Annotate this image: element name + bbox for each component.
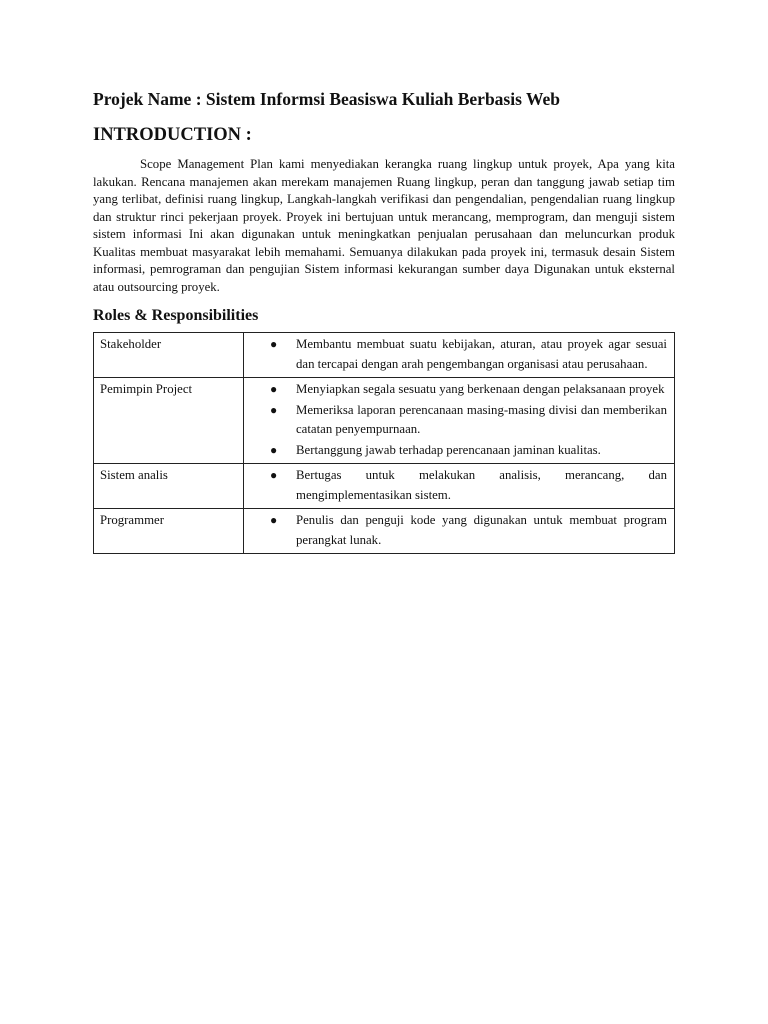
responsibility-text: Membantu membuat suatu kebijakan, aturan, atau proyek agar sesuai dan tercapai dengan arah pengembangan organisasi atau perusahaan. [296,337,667,371]
responsibility-text: Bertanggung jawab terhadap perencanaan jaminan kualitas. [296,442,601,457]
table-row [94,333,675,378]
responsibility-text: Menyiapkan segala sesuatu yang berkenaan dengan pelaksanaan proyek [296,382,665,396]
responsibility-list [244,380,667,460]
responsibility-list [244,335,667,374]
responsibility-item [244,511,667,550]
roles-table [93,332,675,554]
introduction-heading: INTRODUCTION : [93,125,252,145]
responsibility-text: Penulis dan penguji kode yang digunakan untuk membuat program perangkat lunak. [296,513,667,547]
roles-heading: Roles & Responsibilities [93,307,259,324]
bullet-icon: ● [270,402,278,417]
bullet-icon: ● [270,442,278,457]
responsibilities-cell [244,333,675,378]
responsibility-list [244,511,667,550]
responsibilities-cell [244,509,675,554]
project-title: Projek Name : Sistem Informsi Beasiswa Kuliah Berbasis Web [93,89,560,109]
responsibility-item [244,466,667,505]
table-row [94,378,675,464]
role-name: Pemimpin Project [94,378,244,464]
responsibility-item [244,401,667,440]
role-name: Sistem analis [94,464,244,509]
bullet-icon: ● [270,468,278,482]
responsibilities-cell [244,464,675,509]
responsibilities-cell [244,378,675,464]
introduction-paragraph: Scope Management Plan kami menyediakan kerangka ruang lingkup untuk proyek, Apa yang kita lakukan. Rencana manajemen akan merekam manajemen Ruang lingkup, peran dan tanggung jawab setiap tim yang terlibat, definisi ruang lingkup, Langkah-langkah verifikasi dan pengendalian, pengendalian ruang lingkup dan struktur rinci pekerjaan proyek. Proyek ini bertujuan untuk merancang, memprogram, dan menguji sistem sistem informasi Ini akan digunakan untuk meningkatkan penjualan perusahaan dan meluncurkan produk Kualitas membuat masyarakat lebih memahami. Semuanya dilakukan pada proyek ini, termasuk desain Sistem informasi, pemrograman dan pengujian Sistem informasi kekurangan sumber daya Digunakan untuk eksternal atau outsourcing proyek. [93,157,675,294]
responsibility-item [244,441,667,461]
document-page [93,86,675,554]
bullet-icon: ● [270,337,278,351]
role-name: Stakeholder [94,333,244,378]
bullet-icon: ● [270,513,278,527]
responsibility-text: Bertugas untuk melakukan analisis, merancang, dan mengimplementasikan sistem. [296,468,667,502]
table-row [94,509,675,554]
responsibility-item [244,380,667,400]
role-name: Programmer [94,509,244,554]
responsibility-text: Memeriksa laporan perencanaan masing-masing divisi dan memberikan catatan penyempurnaan. [296,402,667,436]
responsibility-list [244,466,667,505]
bullet-icon: ● [270,382,278,396]
responsibility-item [244,335,667,374]
table-row [94,464,675,509]
